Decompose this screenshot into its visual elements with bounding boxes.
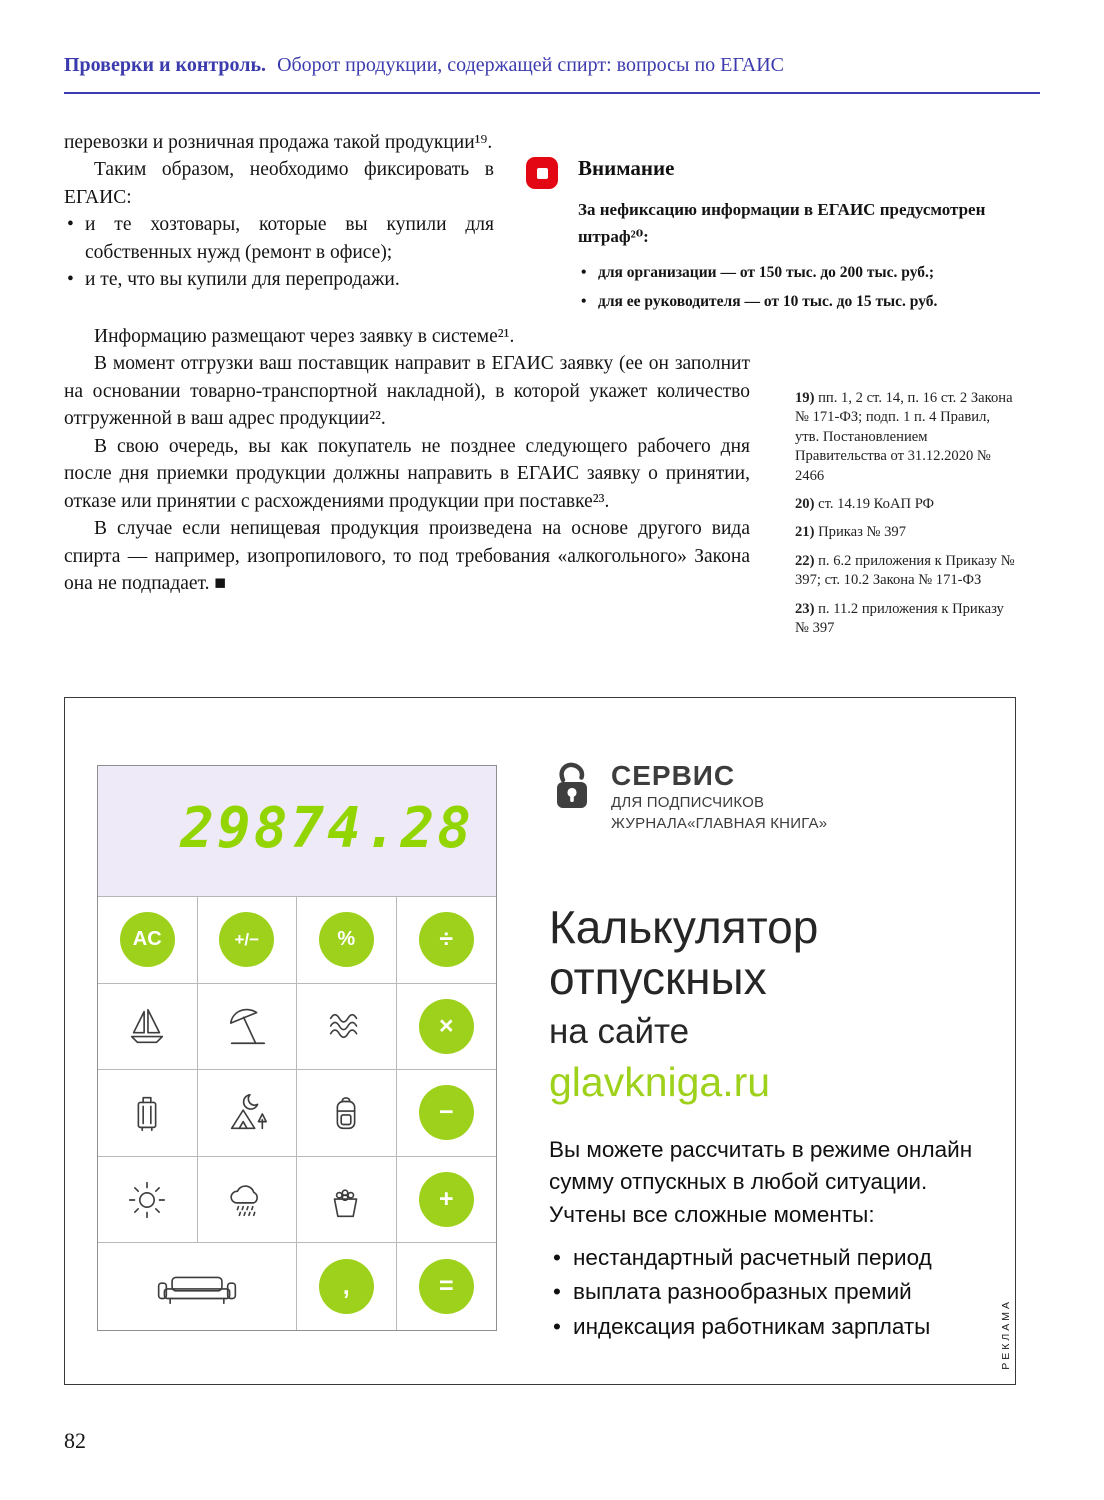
sailboat-icon [124,1003,170,1049]
list-item: • для ее руководителя — от 10 тыс. до 15 тыс. руб. [578,288,1016,317]
list-item: • индексация работникам зарплаты [549,1310,1004,1344]
keypad-cell [397,1243,497,1330]
keypad-cell [397,897,497,984]
service-text [611,762,827,832]
keypad-cell [98,1070,198,1157]
ad-content [549,762,1004,1344]
keypad-cell [98,1243,297,1330]
ad-headline-line1: Калькулятор [549,901,819,953]
attention-bullets [578,259,1016,316]
footnote-number: 20) [795,496,815,513]
list-item: • и те, что вы купили для перепродажи. [64,266,494,293]
ad-marker: РЕКЛАМА [1000,1299,1012,1370]
attention-lead: За нефиксацию информации в ЕГАИС предусмотрен штраф²⁰: [578,200,986,247]
ad-headline-line2: отпускных [549,951,767,1004]
service-title: СЕРВИС [611,760,736,791]
keypad-cell [98,897,198,984]
ad-subline: на сайте [549,1012,690,1052]
sun-icon [124,1177,170,1223]
keypad-cell [297,1157,397,1244]
waves-icon [323,1003,369,1049]
page-number: 82 [64,1428,86,1453]
lock-icon [549,762,595,816]
body-column-left [64,129,494,294]
plus-button: + [419,1172,474,1227]
divide-button: ÷ [419,912,474,967]
service-line: ДЛЯ ПОДПИСЧИКОВ [611,794,765,811]
keypad-cell [397,984,497,1071]
paragraph: Таким образом, необходимо фиксировать в ЕГАИС: [64,159,494,208]
footnote-number: 21) [795,524,815,541]
calculator-keypad [98,897,496,1330]
advertisement [64,697,1016,1385]
keypad-cell [198,1070,298,1157]
keypad-cell [397,1070,497,1157]
footnote [795,552,1016,591]
footnote [795,523,1016,542]
paragraph: В случае если непищевая продукция произведена на основе другого вида спирта — например, изопропилового, то под требования «алкогольного» Закона она не подпадает. ■ [64,518,750,595]
list-item: • нестандартный расчетный период [549,1241,1004,1275]
footnotes [795,389,1016,647]
camping-icon [224,1090,270,1136]
footnote-text: п. 11.2 приложения к Приказу № 397 [795,600,1004,637]
keypad-cell [198,984,298,1071]
rain-cloud-icon [224,1177,270,1223]
ad-body-text: Вы можете рассчитать в режиме онлайн сумму отпускных в любой ситуации. Учтены все сложные моменты: [549,1137,973,1227]
page-header [64,54,784,77]
keypad-cell [98,1157,198,1244]
service-line: ЖУРНАЛА«ГЛАВНАЯ КНИГА» [611,815,828,832]
attention-title: Внимание [578,156,675,180]
beach-umbrella-icon [224,1003,270,1049]
list-item: • для организации — от 150 тыс. до 200 тыс. руб.; [578,259,1016,288]
keypad-cell [198,897,298,984]
footnote-text: ст. 14.19 КоАП РФ [818,496,935,513]
keypad-cell [198,1157,298,1244]
attention-icon-inner [537,168,548,179]
footnote-number: 22) [795,552,815,569]
plus-minus-button: +/− [219,912,274,967]
keypad-cell [297,1070,397,1157]
keypad-cell [297,897,397,984]
calculator-graphic [97,765,497,1331]
footnote-text: пп. 1, 2 ст. 14, п. 16 ст. 2 Закона № 171-ФЗ; подп. 1 п. 4 Правил, утв. Постановлением Правительства от 31.12.2020 № 2466 [795,390,1013,484]
service-header [549,762,1004,832]
footnote-number: 19) [795,390,815,406]
percent-button: % [319,912,374,967]
footnote [795,495,1016,514]
list-item: • выплата разнообразных премий [549,1275,1004,1309]
sofa-icon [151,1264,243,1310]
minus-button: − [419,1085,474,1140]
site-link[interactable]: glavkniga.ru [549,1059,771,1106]
paragraph: В момент отгрузки ваш поставщик направит в ЕГАИС заявку (ее он заполнит на основании товарно-транспортной накладной), в которой укажет количество отгруженной в ваш адрес продукции²². [64,353,750,430]
keypad-cell [297,1243,397,1330]
bullet-list [64,211,494,293]
body-column-wide [64,323,750,598]
attention-box [520,156,1016,317]
paragraph: Информацию размещают через заявку в системе²¹. [94,326,515,347]
suitcase-icon [124,1090,170,1136]
header-rule [64,92,1040,94]
backpack-icon [323,1090,369,1136]
ad-bullet-list [549,1241,1004,1344]
keypad-cell [98,984,198,1071]
footnote-number: 23) [795,600,815,617]
footnote [795,389,1016,486]
equals-button: = [419,1259,474,1314]
comma-button: , [319,1259,374,1314]
keypad-cell [297,984,397,1071]
berry-bucket-icon [323,1177,369,1223]
footnote [795,600,1016,639]
keypad-cell [397,1157,497,1244]
footnote-text: п. 6.2 приложения к Приказу № 397; ст. 10.2 Закона № 171-ФЗ [795,552,1015,589]
calculator-display: 29874.28 [98,766,496,897]
paragraph: перевозки и розничная продажа такой продукции¹⁹. [64,132,493,153]
footnote-text: Приказ № 397 [818,524,906,541]
attention-icon [526,157,558,189]
paragraph: В свою очередь, вы как покупатель не позднее следующего рабочего дня после дня приемки продукции должны направить в ЕГАИС заявку о принятии, отказе или принятии с расхождениями продукции при поставке²³. [64,435,750,512]
ac-button: AC [120,912,175,967]
multiply-button: × [419,999,474,1054]
list-item: • и те хозтовары, которые вы купили для собственных нужд (ремонт в офисе); [64,211,494,266]
article-topic: Оборот продукции, содержащей спирт: вопросы по ЕГАИС [277,54,784,76]
ad-headline [549,902,1004,1003]
section-title: Проверки и контроль. [64,54,267,76]
